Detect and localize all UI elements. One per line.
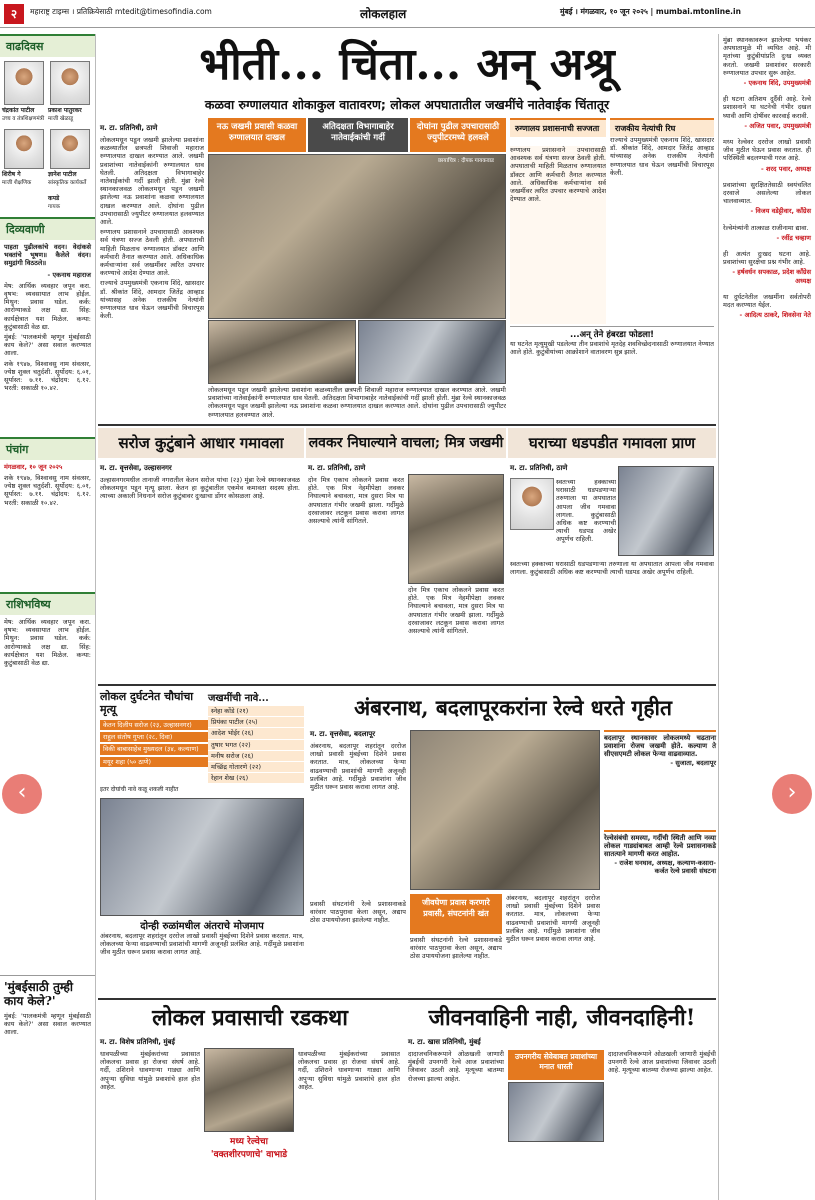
relatives-photo	[358, 320, 506, 384]
person-name: कपडे	[48, 195, 60, 202]
ambernath-sidebox-title: जीवघेणा प्रवास करणारे प्रवासी, संघटनांनी खंत	[410, 894, 502, 934]
hospital-patient-photo	[208, 320, 356, 384]
story-headline: सरोज कुटुंबाने आधार गमावला	[98, 428, 304, 458]
next-page-button[interactable]	[772, 774, 812, 814]
bottom-story-headline: जीवनवाहिनी नाही, जीवनदाहिनी!	[428, 1005, 696, 1031]
hospital-box-title: रुग्णालय प्रशासनाची सज्जता	[510, 118, 606, 137]
avatar	[50, 61, 90, 105]
injured-item: रेहान शेख (२६)	[208, 773, 304, 783]
politics-box-title: राजकीय नेत्यांची रिघ	[610, 118, 714, 137]
story-tag: अतिदक्षता विभागाबाहेर नातेवाईकांची गर्दी	[308, 118, 408, 152]
birthday-heading: वाढदिवस	[0, 34, 95, 57]
hospital-box-text: रुग्णालय प्रशासनाने उपचारासाठी आवश्यक सर्व यंत्रणा सज्ज ठेवली होती. अपघाताची माहिती मिळताच रुग्णालयात डॉक्टर आणि कर्मचारी तैनात करण्यात आले. अधिकाधिक कर्मचाऱ्यांना सर्व जखमींवर त्वरित उपचार करण्याचे आदेश देण्यात आले.	[510, 146, 606, 324]
main-headline: भीती... चिंता... अन् अश्रू	[199, 39, 615, 90]
story-byline: म. टा. वृत्तसेवा, उल्हासनगर	[100, 464, 172, 472]
death-item: राहुल संतोष गुप्ता (२८, दिवा)	[100, 732, 208, 742]
panchang-text: शके १९४७, विश्वावसु नाम संवत्सर, ज्येष्ठ शुक्ल चतुर्दशी. सूर्योदय: ६.०१, सूर्यास्त: ७.११. चंद्रोदय: ६.१२. भरती: सकाळी १०.४२.	[4, 474, 91, 507]
person-role: माजी शैक्षणिक	[2, 180, 32, 186]
article-paragraph: राज्याचे उपमुख्यमंत्री एकनाथ शिंदे, खासदार डॉ. श्रीकांत शिंदे, आमदार जितेंद्र आव्हाड यांच्यासह अनेक राजकीय नेत्यांनी रुग्णालयात धाव घेऊन जखमींची विचारपूस केली.	[100, 279, 204, 321]
injured-item: मनीष सरोज (२६)	[208, 751, 304, 761]
anger-box-text: या घटनेत मृत्युमुखी पडलेल्या तीन प्रवाशांचे मृतदेह शवविच्छेदनासाठी रुग्णालयात नेण्यात आले होते. कुटुंबीयांच्या आक्रोशाने वातावरण सुन्न झाले.	[510, 340, 714, 357]
quote-box-2	[604, 830, 716, 875]
person-role: माजी खेळाडू	[48, 116, 74, 122]
person-role: उच्च व तंत्रशिक्षणमंत्री	[2, 116, 45, 122]
rashi-heading: राशिभविष्य	[0, 592, 95, 615]
injured-friend-photo	[408, 474, 504, 584]
local-crowd-photo	[204, 1048, 294, 1132]
story-byline: म. टा. प्रतिनिधी, ठाणे	[308, 464, 366, 472]
left-column	[0, 34, 96, 1200]
track-story-text: अंबरनाथ, बदलापूर शहरांतून दररोज लाखो प्रवासी मुंबईच्या दिशेने प्रवास करतात. मात्र, लोकलच्या फेऱ्या वाढवण्याची प्रवाशांची मागणी अजूनही प्रलंबित आहे. गर्दीमुळे प्रवाशांना जीव मुठीत धरून प्रवास करावा लागत आहे.	[100, 932, 304, 957]
avatar	[50, 129, 90, 169]
story-headline: घराच्या धडपडीत गमावला प्राण	[508, 428, 716, 458]
ambernath-byline: म. टा. वृत्तसेवा, बदलापूर	[310, 730, 376, 738]
story-byline: म. टा. प्रतिनिधी, ठाणे	[510, 464, 568, 472]
ambernath-body-continued: अंबरनाथ, बदलापूर शहरांतून दररोज लाखो प्रवासी मुंबईच्या दिशेने प्रवास करतात. मात्र, लोकलच्या फेऱ्या वाढवण्याची प्रवाशांची मागणी अजूनही प्रलंबित आहे. गर्दीमुळे प्रवाशांना जीव मुठीत धरून प्रवास करावा लागत आहे.	[506, 894, 600, 944]
quote-author: - राजेश घनघाव, अध्यक्ष, कल्याण-कसारा-कर्जत रेल्वे प्रवासी संघटना	[614, 858, 716, 875]
reaction-text: ही घटना अतिशय दुर्दैवी आहे. रेल्वे प्रशासनाने या घटनेची गंभीर दखल घ्यावी आणि दोषींवर कारवाई करावी.	[723, 95, 811, 120]
main-body	[100, 136, 204, 386]
divyavani-author: - एकनाथ महाराज	[47, 270, 91, 279]
bottom-story-body-continued: दादाजचनिकरूपाने ओळखली जाणारी मुंबईची उपनगरी रेल्वे आज प्रवाशांच्या जिवावर उठली आहे. मृत्यूच्या बातम्या रोजच्या झाल्या आहेत.	[608, 1050, 716, 1075]
reaction-author: - विजय वडेट्टीवार, काँग्रेस	[750, 207, 811, 216]
platform-crowd-photo	[410, 730, 600, 890]
death-item: मयूर शहा (५० ठाणे)	[100, 757, 208, 767]
deaths-box-title: लोकल दुर्घटनेत चौघांचा मृत्यू	[100, 690, 194, 716]
person-role: सांस्कृतिक कार्यकर्ते	[48, 180, 87, 186]
person-role: गायक	[48, 204, 60, 210]
divyavani-heading: दिव्यवाणी	[0, 217, 95, 240]
reaction-text: रेल्वेमंत्र्यांनी तात्काळ राजीनामा द्यावा.	[723, 223, 809, 232]
train-photo	[618, 466, 714, 556]
death-item: विकी बाबासाहेब मुख्यदल (३४, कल्याण)	[100, 744, 208, 754]
avatar	[4, 129, 44, 169]
bottom-story-body-continued: धावपळीच्या मुंबईकरांच्या प्रवासात लोकलचा प्रवास हा रोजचा संघर्ष आहे. गर्दी, उशिराने धावणाऱ्या गाड्या आणि अपुऱ्या सुविधा यांमुळे प्रवाशांचे हाल होत आहेत.	[298, 1050, 400, 1091]
quote-text: रेल्वेसंबंधी समस्या, गर्दीची स्थिती आणि नव्या लोकल गाड्यांबाबत आम्ही रेल्वे प्रशासनाकडे सातत्याने मागणी करत आहोत.	[604, 834, 716, 859]
quote-text: बदलापूर स्थानकावर लोकलमध्ये चढताना प्रवाशांना रोजच जखमी होते. कल्याण ते सीएसएमटी लोकल फेऱ्या वाढवाव्यात.	[604, 734, 716, 759]
reaction-author: - हर्षवर्धन सपकाळ, प्रदेश काँग्रेस अध्यक्ष	[732, 268, 811, 285]
anger-box-title: ...अन् तेने हंबरडा फोडला!	[510, 326, 714, 340]
injured-item: तुषार भगत (२२)	[208, 740, 304, 750]
reaction-author: - रवींद्र चव्हाण	[776, 233, 811, 242]
track-photo-caption: दोन्ही रुळांमधील अंतराचे मोजमाप	[140, 921, 264, 932]
prev-page-button[interactable]	[2, 774, 42, 814]
avatar	[4, 61, 44, 105]
story-tag: दोघांना पुढील उपचारासाठी ज्युपीटरमध्ये हलवले	[410, 118, 506, 152]
photo-caption-text: लोकलमधून पडून जखमी झालेल्या प्रवाशांना कळव्यातील छत्रपती शिवाजी महाराज रुग्णालयात दाखल करण्यात आले. जखमी प्रवाशांच्या नातेवाईकांनी रुग्णालयात धाव घेतली. अतिदक्षता विभागाबाहेर नातेवाईकांची गर्दी झाली होती. मुंब्रा रेल्वे स्थानकाजवळ लोकलमधून पडून जखमी झालेल्या नऊ प्रवाशांना कळवा रुग्णालयात दाखल करण्यात आले. दोघांना पुढील उपचारासाठी ज्युपीटर रुग्णालयात हलवण्यात आले.	[208, 386, 506, 419]
person-name: चंद्रकांत पाटील	[2, 107, 35, 114]
column-paragraph: मेष: आर्थिक व्यवहार जपून करा. वृषभ: व्यवसायात लाभ होईल. मिथुन: प्रवास घडेल. कर्क: आरोग्याकडे लक्ष द्या. सिंह: कार्यक्षेत्रात यश मिळेल. कन्या: कुटुंबासाठी वेळ द्या.	[4, 281, 91, 331]
bottom-story-body: दादाजचनिकरूपाने ओळखली जाणारी मुंबईची उपनगरी रेल्वे आज प्रवाशांच्या जिवावर उठली आहे. मृत्यूच्या बातम्या रोजच्या झाल्या आहेत.	[408, 1050, 504, 1083]
section-title: लोकलहाल	[360, 7, 407, 21]
header-right-info: मुंबई । मंगळवार, १० जून २०२५ | mumbai.mtonline.in	[560, 7, 741, 16]
injured-note: इतर दोघांची नावे कळू शकली नाहीत	[100, 786, 179, 793]
panchang-date: मंगळवार, १० जून २०२५	[4, 462, 63, 471]
tracks-photo	[508, 1082, 604, 1142]
quote-author: - सुजाता, बदलापूर	[670, 758, 716, 767]
bottom-brief-headline: 'मुंबईसाठी तुम्ही काय केले?'	[4, 980, 74, 1009]
main-subheadline: कळवा रुग्णालयात शोकाकुल वातावरण; लोकल अपघातातील जखमींचे नातेवाईक चिंतातूर	[204, 97, 610, 112]
death-item: केतन दिलीप सरोज (२३, उल्हासनगर)	[100, 720, 208, 730]
chevron-right-icon: ›	[787, 780, 797, 805]
person-name: प्रकाश पातुरकर	[48, 107, 82, 114]
injured-item: प्रियंका पाटील (२५)	[208, 717, 304, 727]
right-column	[718, 34, 815, 1200]
reaction-author: - शरद पवार, अध्यक्ष	[761, 164, 811, 173]
reaction-text: या दुर्घटनेतील जखमींना सर्वतोपरी मदत करण्यात येईल.	[723, 292, 811, 310]
main-content	[98, 34, 716, 1200]
injured-list-title: जखमींची नावे...	[208, 693, 269, 704]
story-tag: नऊ जखमी प्रवासी कळवा रुग्णालयात दाखल	[208, 118, 306, 152]
bottom-story-body: धावपळीच्या मुंबईकरांच्या प्रवासात लोकलचा प्रवास हा रोजचा संघर्ष आहे. गर्दी, उशिराने धावणाऱ्या गाड्या आणि अपुऱ्या सुविधा यांमुळे प्रवाशांचे हाल होत आहेत.	[100, 1050, 200, 1091]
injured-item: मच्छिंद्र गोतारणे (२२)	[208, 762, 304, 772]
top-bar	[0, 0, 815, 28]
reaction-text: मध्य रेल्वेवर दररोज लाखो प्रवासी जीव मुठीत घेऊन प्रवास करतात. ही परिस्थिती बदलण्याची गरज आहे.	[723, 138, 811, 163]
injured-item: आदेश भोईर (२६)	[208, 728, 304, 738]
reaction-text: मुंब्रा स्थानकावरून झालेल्या भयंकर अपघातामुळे मी व्यथित आहे. मी मृतांच्या कुटुंबीयांप्रति दुःख व्यक्त करतो. जखमी प्रवाशांवर सरकारी रुग्णालयात उपचार सुरू आहेत.	[723, 36, 811, 77]
quote-box-1	[604, 730, 716, 767]
divyavani-commentary	[0, 279, 95, 437]
bottom-story-byline: म. टा. खास प्रतिनिधी, मुंबई	[408, 1038, 481, 1046]
victim-photo	[510, 478, 554, 530]
page-number: २	[4, 4, 24, 24]
hospital-crowd-photo	[208, 154, 506, 319]
main-byline: म. टा. प्रतिनिधी, ठाणे	[100, 124, 158, 132]
person-name: ज्ञानेश पाटील	[48, 171, 77, 178]
track-measurement-photo	[100, 798, 304, 916]
bottom-photo-label: मध्य रेल्वेचा 'वक्तशीरपणाचे' वाभाडे	[210, 1137, 288, 1160]
story-body-continued: दोन मित्र एकाच लोकलने प्रवास करत होते. एक मित्र नेहमीपेक्षा लवकर निघाल्याने बचावला, मात्र दुसरा मित्र या अपघातात गंभीर जखमी झाला. गर्दीमुळे दरवाजावर लटकून प्रवास करावा लागत असल्याचे त्यांनी सांगितले.	[408, 586, 504, 636]
divyavani-text: पाहता पुढीलकांचे वदन। वेदांकसे भक्तांचे भूषण॥ कैलेले वंदन। समुद्रांगी विठठले॥	[4, 243, 91, 268]
photo-credit: छायाचित्र : दीपक गायकवाड	[438, 158, 494, 164]
bottom-story-headline: लोकल प्रवासाची रडकथा	[152, 1005, 348, 1031]
ambernath-body-more: प्रवासी संघटनांनी रेल्वे प्रशासनाकडे वारंवार पाठपुरावा केला असून, अद्याप ठोस उपाययोजना झालेल्या नाहीत.	[310, 900, 406, 925]
rashi-text: मेष: आर्थिक व्यवहार जपून करा. वृषभ: व्यवसायात लाभ होईल. मिथुन: प्रवास घडेल. कर्क: आरोग्याकडे लक्ष द्या. सिंह: कार्यक्षेत्रात यश मिळेल. कन्या: कुटुंबासाठी वेळ द्या.	[4, 618, 91, 668]
ambernath-headline: अंबरनाथ, बदलापूरकरांना रेल्वे धरते गृहीत	[354, 695, 672, 720]
birthday-people	[0, 57, 95, 217]
story-headline: लवकर निघाल्याने वाचला; मित्र जखमी	[306, 428, 506, 458]
injured-list	[208, 706, 304, 783]
politics-box-text: राज्याचे उपमुख्यमंत्री एकनाथ शिंदे, खासदार डॉ. श्रीकांत शिंदे, आमदार जितेंद्र आव्हाड यांच्यासह अनेक राजकीय नेत्यांनी रुग्णालयात धाव घेऊन जखमींची विचारपूस केली.	[610, 136, 714, 177]
story-body: स्वतःच्या हक्काच्या घरासाठी धडपडणाऱ्या तरुणाला या अपघातात आपला जीव गमवावा लागला. कुटुंबासाठी अधिक कष्ट करण्याची त्याची धडपड अखेर अपूर्णच राहिली.	[510, 560, 714, 577]
person-name: शिरीष गे	[2, 171, 21, 178]
story-body: दोन मित्र एकाच लोकलने प्रवास करत होते. एक मित्र नेहमीपेक्षा लवकर निघाल्याने बचावला, मात्र दुसरा मित्र या अपघातात गंभीर जखमी झाला. गर्दीमुळे दरवाजावर लटकून प्रवास करावा लागत असल्याचे त्यांनी सांगितले.	[308, 476, 404, 526]
reaction-text: ही अत्यंत दुःखद घटना आहे. प्रवाशांच्या सुरक्षेचा प्रश्न गंभीर आहे.	[723, 250, 811, 267]
injured-item: स्नेहा कोंडे (२१)	[208, 706, 304, 716]
article-paragraph: रुग्णालय प्रशासनाने उपचारासाठी आवश्यक सर्व यंत्रणा सज्ज ठेवली होती. अपघाताची माहिती मिळताच रुग्णालयात डॉक्टर आणि कर्मचारी तैनात करण्यात आले. अधिकाधिक कर्मचाऱ्यांना सर्व जखमींवर त्वरित उपचार करण्याचे आदेश देण्यात आले.	[100, 228, 204, 278]
reaction-text: प्रवाशांच्या सुरक्षिततेसाठी स्वयंचलित दरवाजे असलेल्या लोकल चालवाव्यात.	[723, 180, 811, 206]
reaction-author: - अजित पवार, उपमुख्यमंत्री	[744, 121, 811, 130]
header-left-info: महाराष्ट्र टाइम्स । प्रतिक्रियेसाठी mtedit@timesofindia.com	[30, 7, 212, 16]
story-intro: स्वतःच्या हक्काच्या घरासाठी धडपडणाऱ्या तरुणाला या अपघातात आपला जीव गमवावा लागला. कुटुंबासाठी अधिक कष्ट करण्याची त्याची धडपड अखेर अपूर्णच राहिली.	[556, 478, 616, 544]
deaths-list	[100, 720, 208, 767]
bottom-brief-text: मुंबई: 'पालकमंत्री म्हणून मुंबईसाठी काय केले?' असा सवाल करण्यात आला.	[4, 1012, 91, 1037]
ambernath-sidebox-text: प्रवासी संघटनांनी रेल्वे प्रशासनाकडे वारंवार पाठपुरावा केला असून, अद्याप ठोस उपाययोजना झालेल्या नाहीत.	[410, 936, 502, 961]
chevron-left-icon: ‹	[17, 780, 27, 805]
reaction-author: - आदित्य ठाकरे, शिवसेना नेते	[739, 311, 811, 320]
reaction-author: - एकनाथ शिंदे, उपमुख्यमंत्री	[743, 79, 811, 88]
column-paragraph: शके १९४७, विश्वावसु नाम संवत्सर, ज्येष्ठ शुक्ल चतुर्दशी. सूर्योदय: ६.०१, सूर्यास्त: ७.११. चंद्रोदय: ६.१२. भरती: सकाळी १०.४२.	[4, 359, 91, 393]
bottom-story-byline: म. टा. विशेष प्रतिनिधी, मुंबई	[100, 1038, 175, 1046]
column-paragraph: मुंबई: 'पालकमंत्री म्हणून मुंबईसाठी काय केले?' असा सवाल करण्यात आला.	[4, 333, 91, 358]
story-body: उल्हासनगरमधील तानाजी नगरातील केतन सरोज यांचा (२३) मुंब्रा रेल्वे स्थानकाजवळ लोकलमधून पडून मृत्यू झाला. केतन हा कुटुंबातील एकमेव कमावता सदस्य होता. त्याच्या अकाली निधनाने सरोज कुटुंबावर दुःखाचा डोंगर कोसळला आहे.	[100, 476, 300, 501]
ambernath-body: अंबरनाथ, बदलापूर शहरांतून दररोज लाखो प्रवासी मुंबईच्या दिशेने प्रवास करतात. मात्र, लोकलच्या फेऱ्या वाढवण्याची प्रवाशांची मागणी अजूनही प्रलंबित आहे. गर्दीमुळे प्रवाशांना जीव मुठीत धरून प्रवास करावा लागत आहे.	[310, 742, 406, 792]
bottom-box-title: उपनगरीय सेवेबाबत प्रवाशांच्या मनात धास्ती	[508, 1050, 604, 1080]
panchang-heading: पंचांग	[0, 437, 95, 460]
article-paragraph: लोकलमधून पडून जखमी झालेल्या प्रवाशांना कळव्यातील छत्रपती शिवाजी महाराज रुग्णालयात दाखल करण्यात आले. जखमी प्रवाशांच्या नातेवाईकांनी रुग्णालयात धाव घेतली. अतिदक्षता विभागाबाहेर नातेवाईकांची गर्दी झाली होती. मुंब्रा रेल्वे स्थानकाजवळ लोकलमधून पडून जखमी झालेल्या नऊ प्रवाशांना कळवा रुग्णालयात दाखल करण्यात आले. दोघांना पुढील उपचारासाठी ज्युपीटर रुग्णालयात हलवण्यात आले.	[100, 136, 204, 227]
